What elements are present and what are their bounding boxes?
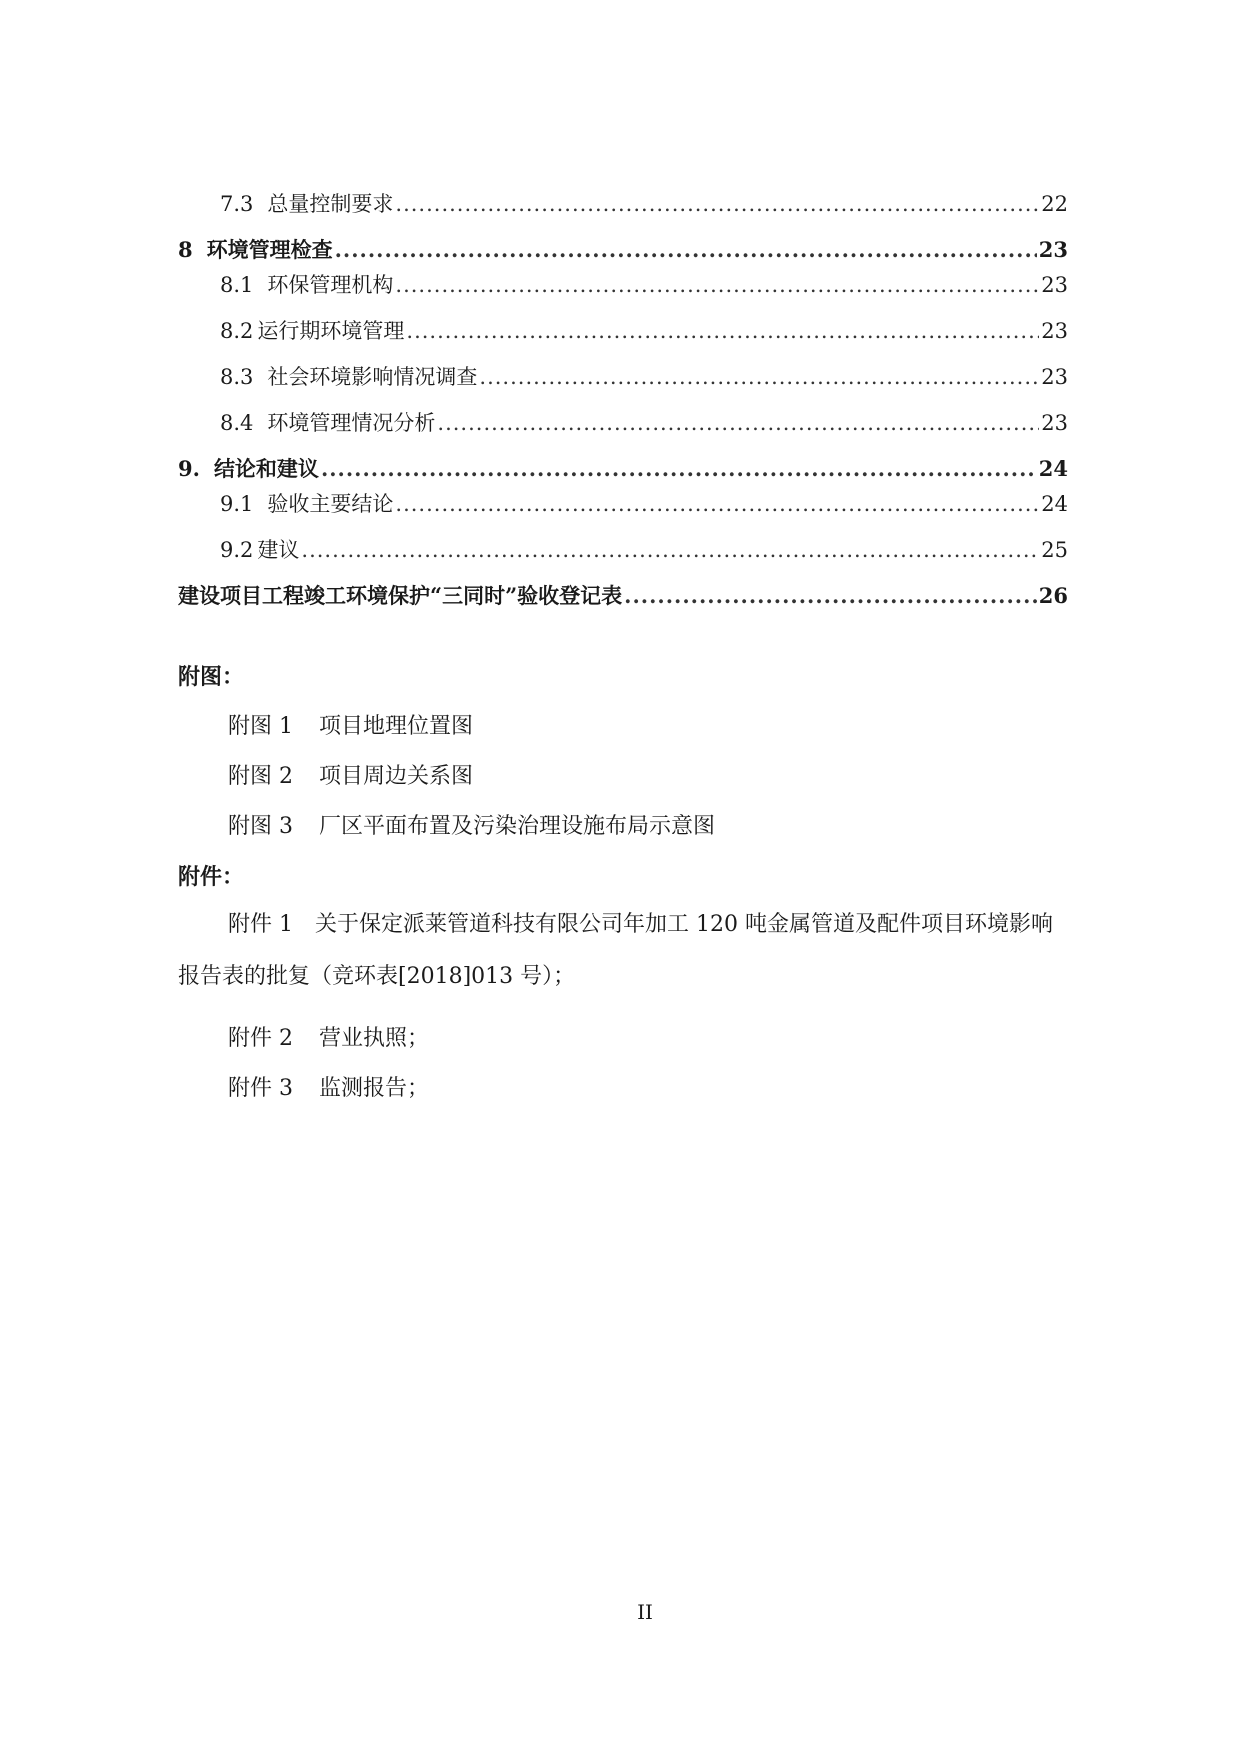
toc-entry-9-1[interactable] — [178, 488, 1068, 534]
page-number: II — [637, 1600, 653, 1624]
toc-leader — [395, 273, 1039, 297]
toc-number: 8 — [178, 237, 193, 262]
toc-leader — [321, 456, 1037, 481]
toc-leader — [301, 538, 1039, 562]
toc-page-number: 23 — [1041, 365, 1068, 389]
toc-leader — [624, 583, 1037, 608]
attachment-item — [178, 1025, 1068, 1053]
attachment-title: 营业执照； — [319, 1026, 430, 1051]
toc-title: 建设项目工程竣工环境保护“三同时”验收登记表 — [178, 583, 623, 608]
attachment-item — [178, 1075, 1068, 1103]
figure-title: 项目地理位置图 — [319, 714, 474, 739]
figure-label: 附图 3 — [228, 814, 293, 839]
toc-page-number: 24 — [1041, 492, 1068, 516]
toc-number: 7.3 — [220, 192, 254, 216]
attachment-label: 附件 2 — [228, 1026, 293, 1051]
figure-title: 项目周边关系图 — [319, 764, 474, 789]
toc-title: 运行期环境管理 — [257, 319, 405, 343]
toc-page-number: 23 — [1041, 273, 1068, 297]
table-of-contents — [178, 188, 1068, 615]
toc-title: 总量控制要求 — [267, 192, 394, 216]
toc-entry-8-2[interactable] — [178, 315, 1068, 361]
figure-item — [178, 713, 1068, 741]
figures-heading: 附图： — [178, 664, 245, 690]
attachment-label: 附件 3 — [228, 1076, 293, 1101]
toc-entry-8-3[interactable] — [178, 361, 1068, 407]
toc-title: 结论和建议 — [213, 456, 319, 481]
figure-item — [178, 813, 1068, 841]
toc-number: 8.1 — [220, 273, 254, 297]
toc-leader — [395, 492, 1039, 516]
toc-leader — [406, 319, 1039, 343]
toc-leader — [437, 411, 1039, 435]
toc-title: 验收主要结论 — [267, 492, 394, 516]
toc-number: 9.2 — [220, 538, 254, 562]
toc-title: 环境管理情况分析 — [267, 411, 436, 435]
toc-number: 9. — [178, 456, 200, 481]
figure-item — [178, 763, 1068, 791]
attachments-heading: 附件： — [178, 864, 245, 890]
attachment-1-paragraph: 附件 1 关于保定派莱管道科技有限公司年加工 120 吨金属管道及配件项目环境影响报告表的批复（竞环表[2018]013 号）； — [178, 912, 1053, 989]
figure-label: 附图 2 — [228, 764, 293, 789]
toc-entry-registration-form[interactable] — [178, 580, 1068, 615]
toc-leader — [395, 192, 1039, 216]
toc-entry-8[interactable] — [178, 234, 1068, 269]
attachments-section — [178, 860, 1068, 1103]
toc-page-number: 26 — [1038, 583, 1068, 608]
toc-entry-8-1[interactable] — [178, 269, 1068, 315]
toc-title: 建议 — [257, 538, 300, 562]
toc-entry-9[interactable] — [178, 453, 1068, 488]
toc-page-number: 22 — [1041, 192, 1068, 216]
toc-title: 社会环境影响情况调查 — [267, 365, 478, 389]
toc-page-number: 23 — [1041, 319, 1068, 343]
attachment-title: 监测报告； — [319, 1076, 430, 1101]
toc-title: 环保管理机构 — [267, 273, 394, 297]
toc-entry-7-3[interactable] — [178, 188, 1068, 234]
toc-number: 9.1 — [220, 492, 254, 516]
toc-title: 环境管理检查 — [206, 237, 333, 262]
toc-page-number: 23 — [1041, 411, 1068, 435]
toc-page-number: 24 — [1038, 456, 1068, 481]
toc-page-number: 23 — [1038, 237, 1068, 262]
toc-leader — [479, 365, 1039, 389]
figure-title: 厂区平面布置及污染治理设施布局示意图 — [319, 814, 716, 839]
toc-entry-8-4[interactable] — [178, 407, 1068, 453]
toc-number: 8.4 — [220, 411, 254, 435]
toc-leader — [335, 237, 1037, 262]
toc-number: 8.3 — [220, 365, 254, 389]
figure-label: 附图 1 — [228, 714, 293, 739]
toc-page-number: 25 — [1041, 538, 1068, 562]
figures-section — [178, 660, 1068, 841]
toc-number: 8.2 — [220, 319, 254, 343]
toc-entry-9-2[interactable] — [178, 534, 1068, 580]
